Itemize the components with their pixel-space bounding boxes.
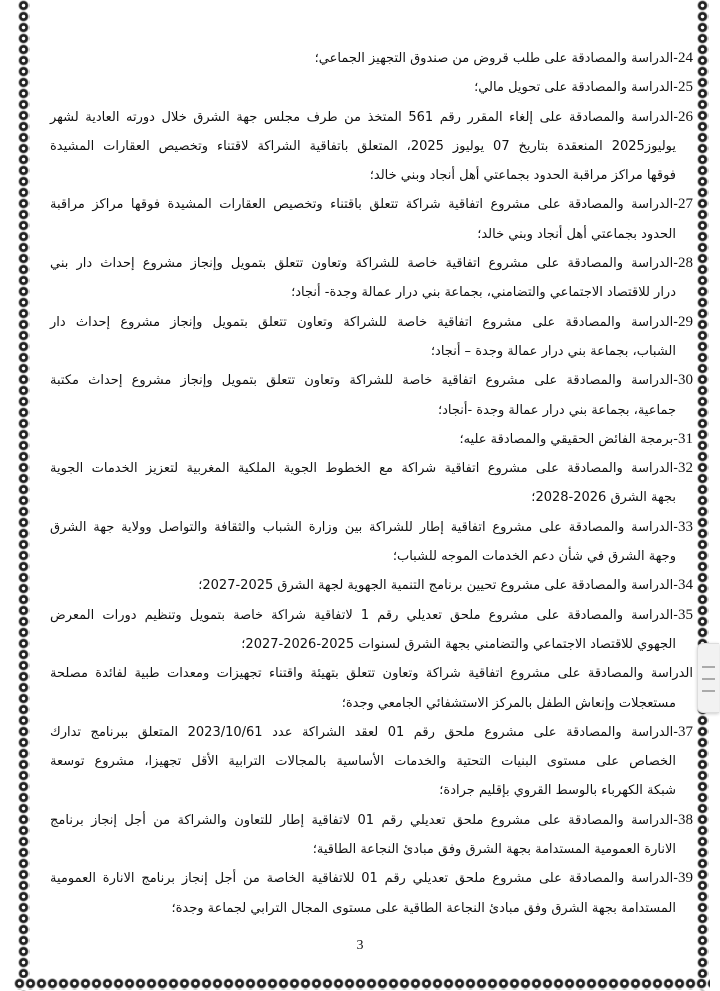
agenda-item-number: 38 (677, 811, 693, 828)
agenda-item (50, 308, 693, 367)
agenda-item (50, 454, 693, 513)
agenda-item (50, 249, 693, 308)
agenda-item-continuation-line (50, 835, 676, 864)
agenda-item-text: جماعية، بجماعة بني درار عمالة وجدة -أنجاد؛ (437, 402, 676, 418)
agenda-item-text: الانارة العمومية المستدامة بجهة الشرق وفق مبادئ النجاعة الطاقية؛ (312, 842, 676, 858)
agenda-item-continuation-line (50, 542, 676, 571)
agenda-item-continuation-line (50, 396, 676, 425)
agenda-item-text: الدراسة والمصادقة على طلب قروض من صندوق التجهيز الجماعي؛ (314, 51, 674, 66)
agenda-item (50, 601, 693, 660)
agenda-item-first-line (50, 513, 693, 542)
agenda-item-number: 37 (678, 723, 693, 740)
agenda-item-continuation-line (50, 894, 676, 923)
agenda-item-text: وجهة الشرق في شأن دعم الخدمات الموجه للشباب؛ (392, 549, 676, 565)
agenda-item (50, 103, 693, 191)
agenda-item-continuation-line (50, 483, 676, 512)
agenda-item-text: الخصاص على مستوى البنيات التحتية والخدمات الأساسية بالمجالات الترابية الأقل تجهيزا، مشروع توسعة (50, 754, 676, 770)
agenda-item-text: الدراسة والمصادقة على مشروع اتفاقية شراكة مع الخطوط الجوية الملكية المغربية لتعزيز الخدمات الجوية (50, 461, 674, 477)
agenda-item (50, 73, 693, 102)
agenda-item (50, 190, 693, 249)
agenda-item-number: 24 (678, 50, 693, 66)
agenda-item-number: 26 (678, 108, 694, 125)
agenda-item (50, 659, 693, 718)
decorative-border-right (697, 0, 709, 991)
decorative-border-bottom (14, 978, 710, 990)
agenda-item-number: 27 (678, 196, 693, 213)
agenda-item-number: 34 (678, 577, 693, 594)
floating-menu-button[interactable] (697, 643, 719, 713)
agenda-item-first-line (50, 190, 693, 219)
agenda-item-number: 25 (678, 79, 693, 96)
agenda-item-first-line (50, 249, 693, 278)
agenda-item-text: الشباب، بجماعة بني درار عمالة وجدة – أنجاد؛ (430, 343, 676, 359)
agenda-item-first-line (50, 103, 693, 132)
number-separator: - (673, 256, 678, 272)
agenda-item (50, 718, 693, 806)
agenda-item-text: الدراسة والمصادقة على مشروع ملحق رقم 01 لعقد الشراكة عدد 2023/10/61 المتعلق ببرنامج تدارك (50, 724, 674, 740)
number-separator: - (673, 578, 678, 594)
agenda-item-number: 29 (678, 313, 693, 330)
agenda-item-text: الدراسة والمصادقة على مشروع ملحق تعديلي رقم 1 لاتفاقية شراكة خاصة بتمويل وتنظيم دورات المعرض (50, 607, 674, 623)
number-separator: - (673, 373, 678, 389)
agenda-item (50, 806, 693, 865)
agenda-item-number: 39 (677, 870, 693, 887)
decorative-border-left (18, 0, 30, 991)
agenda-item-text: الدراسة والمصادقة على مشروع تحيين برنامج التنمية الجهوية لجهة الشرق 2025-2027؛ (198, 578, 674, 594)
number-separator: - (673, 519, 678, 535)
agenda-item-text: مستعجلات وإنعاش الطفل بالمركز الاستشفائي الجامعي وجدة؛ (341, 695, 676, 711)
agenda-list (50, 44, 693, 923)
agenda-item-first-line (50, 308, 693, 337)
number-separator: - (673, 314, 678, 330)
agenda-item-text: الدراسة والمصادقة على تحويل مالي؛ (474, 80, 674, 96)
agenda-item-first-line (50, 454, 693, 483)
agenda-item-number: 32 (678, 460, 693, 477)
agenda-item-continuation-line (50, 132, 676, 161)
agenda-item-number: 33 (678, 518, 693, 535)
agenda-item-text: برمجة الفائض الحقيقي والمصادقة عليه؛ (459, 431, 674, 447)
agenda-item (50, 571, 693, 600)
agenda-item-text: الدراسة والمصادقة على إلغاء المقرر رقم 561 المتخذ من طرف مجلس جهة الشرق خلال دورته العادية لشهر (50, 109, 674, 125)
number-separator: - (673, 431, 678, 447)
number-separator: - (673, 607, 678, 623)
agenda-item-number: 35 (678, 606, 693, 623)
agenda-item-text: الدراسة والمصادقة على مشروع اتفاقية شراكة وتعاون تتعلق بتهيئة واقتناء تجهيزات ومعدات طبية لفائدة مصلحة (50, 666, 693, 682)
agenda-item (50, 44, 693, 73)
agenda-item-text: الجهوي للاقتصاد الاجتماعي والتضامني بجهة الشرق لسنوات 2025-2026-2027؛ (241, 636, 676, 652)
agenda-item-continuation-line (50, 161, 676, 190)
agenda-item-text: شبكة الكهرباء بالوسط القروي بإقليم جرادة؛ (439, 783, 676, 799)
agenda-item-text: الدراسة والمصادقة على مشروع اتفاقية خاصة للشراكة وتعاون تتعلق بتمويل وإنجاز مشروع إحداث دار بني (50, 256, 674, 272)
agenda-item-continuation-line (50, 776, 676, 805)
agenda-item (50, 864, 693, 923)
agenda-item-first-line (50, 659, 693, 688)
agenda-item-text: الدراسة والمصادقة على مشروع اتفاقية خاصة للشراكة وتعاون تتعلق بتمويل وإنجاز مشروع إحداث مكتبة (50, 373, 674, 389)
agenda-item-first-line (50, 864, 693, 893)
agenda-item-number: 30 (678, 372, 693, 389)
number-separator: - (673, 80, 678, 96)
agenda-item-text: يوليوز2025 المنعقدة بتاريخ 07 يوليوز 2025، المتعلق باتفاقية الشراكة لاقتناء وتخصيص العقارات المشيدة (50, 138, 677, 154)
agenda-item-number: 28 (678, 255, 693, 272)
number-separator: - (673, 724, 678, 740)
agenda-item-continuation-line (50, 278, 676, 307)
agenda-item-continuation-line (50, 630, 676, 659)
agenda-item-continuation-line (50, 747, 676, 776)
agenda-item-continuation-line (50, 689, 676, 718)
number-separator: - (673, 109, 679, 125)
agenda-item-text: الدراسة والمصادقة على مشروع ملحق تعديلي رقم 01 للاتفاقية الخاصة من أجل إنجاز برنامج الانارة العمومية (50, 871, 674, 887)
number-separator: - (673, 812, 678, 828)
agenda-item-text: الدراسة والمصادقة على مشروع اتفاقية إطار للشراكة بين وزارة الشباب والثقافة والتواصل وولاية جهة الشرق (50, 519, 674, 535)
agenda-item-text: الحدود بجماعتي أهل أنجاد وبني خالد؛ (477, 226, 676, 242)
agenda-item-first-line (50, 601, 693, 630)
agenda-item (50, 366, 693, 425)
agenda-item (50, 513, 693, 572)
agenda-item-first-line (50, 718, 693, 747)
agenda-item-text: درار للاقتصاد الاجتماعي والتضامني، بجماعة بني درار عمالة وجدة- أنجاد؛ (291, 285, 676, 301)
agenda-item-continuation-line (50, 337, 676, 366)
agenda-item-text: الدراسة والمصادقة على مشروع اتفاقية خاصة للشراكة وتعاون تتعلق بتمويل وإنجاز مشروع إحداث دار (50, 314, 674, 330)
agenda-item-text: الدراسة والمصادقة على مشروع ملحق تعديلي رقم 01 لاتفاقية إطار للتعاون والشراكة من أجل إنجاز برنامج (50, 812, 674, 828)
agenda-item (50, 425, 693, 454)
number-separator: - (673, 461, 678, 477)
agenda-item-text: الدراسة والمصادقة على مشروع اتفاقية شراكة تتعلق باقتناء وتخصيص العقارات المشيدة فوقها مراكز مراقبة (50, 197, 674, 213)
agenda-item-text: فوقها مراكز مراقبة الحدود بجماعتي أهل أنجاد وبني خالد؛ (369, 168, 676, 184)
number-separator: - (673, 197, 678, 213)
agenda-item-number: 31 (678, 430, 693, 447)
page-number: 3 (356, 938, 364, 953)
agenda-item-first-line (50, 571, 693, 600)
agenda-item-text: بجهة الشرق 2026-2028؛ (531, 490, 676, 506)
number-separator: - (673, 871, 678, 887)
agenda-item-continuation-line (50, 220, 676, 249)
agenda-item-first-line (50, 73, 693, 102)
agenda-item-first-line (50, 366, 693, 395)
agenda-item-first-line (50, 44, 693, 73)
agenda-item-first-line (50, 425, 693, 454)
agenda-item-text: المستدامة بجهة الشرق وفق مبادئ النجاعة الطاقية على مستوى المجال الترابي لجماعة وجدة؛ (171, 900, 676, 916)
number-separator: - (673, 51, 678, 66)
agenda-item-first-line (50, 806, 693, 835)
